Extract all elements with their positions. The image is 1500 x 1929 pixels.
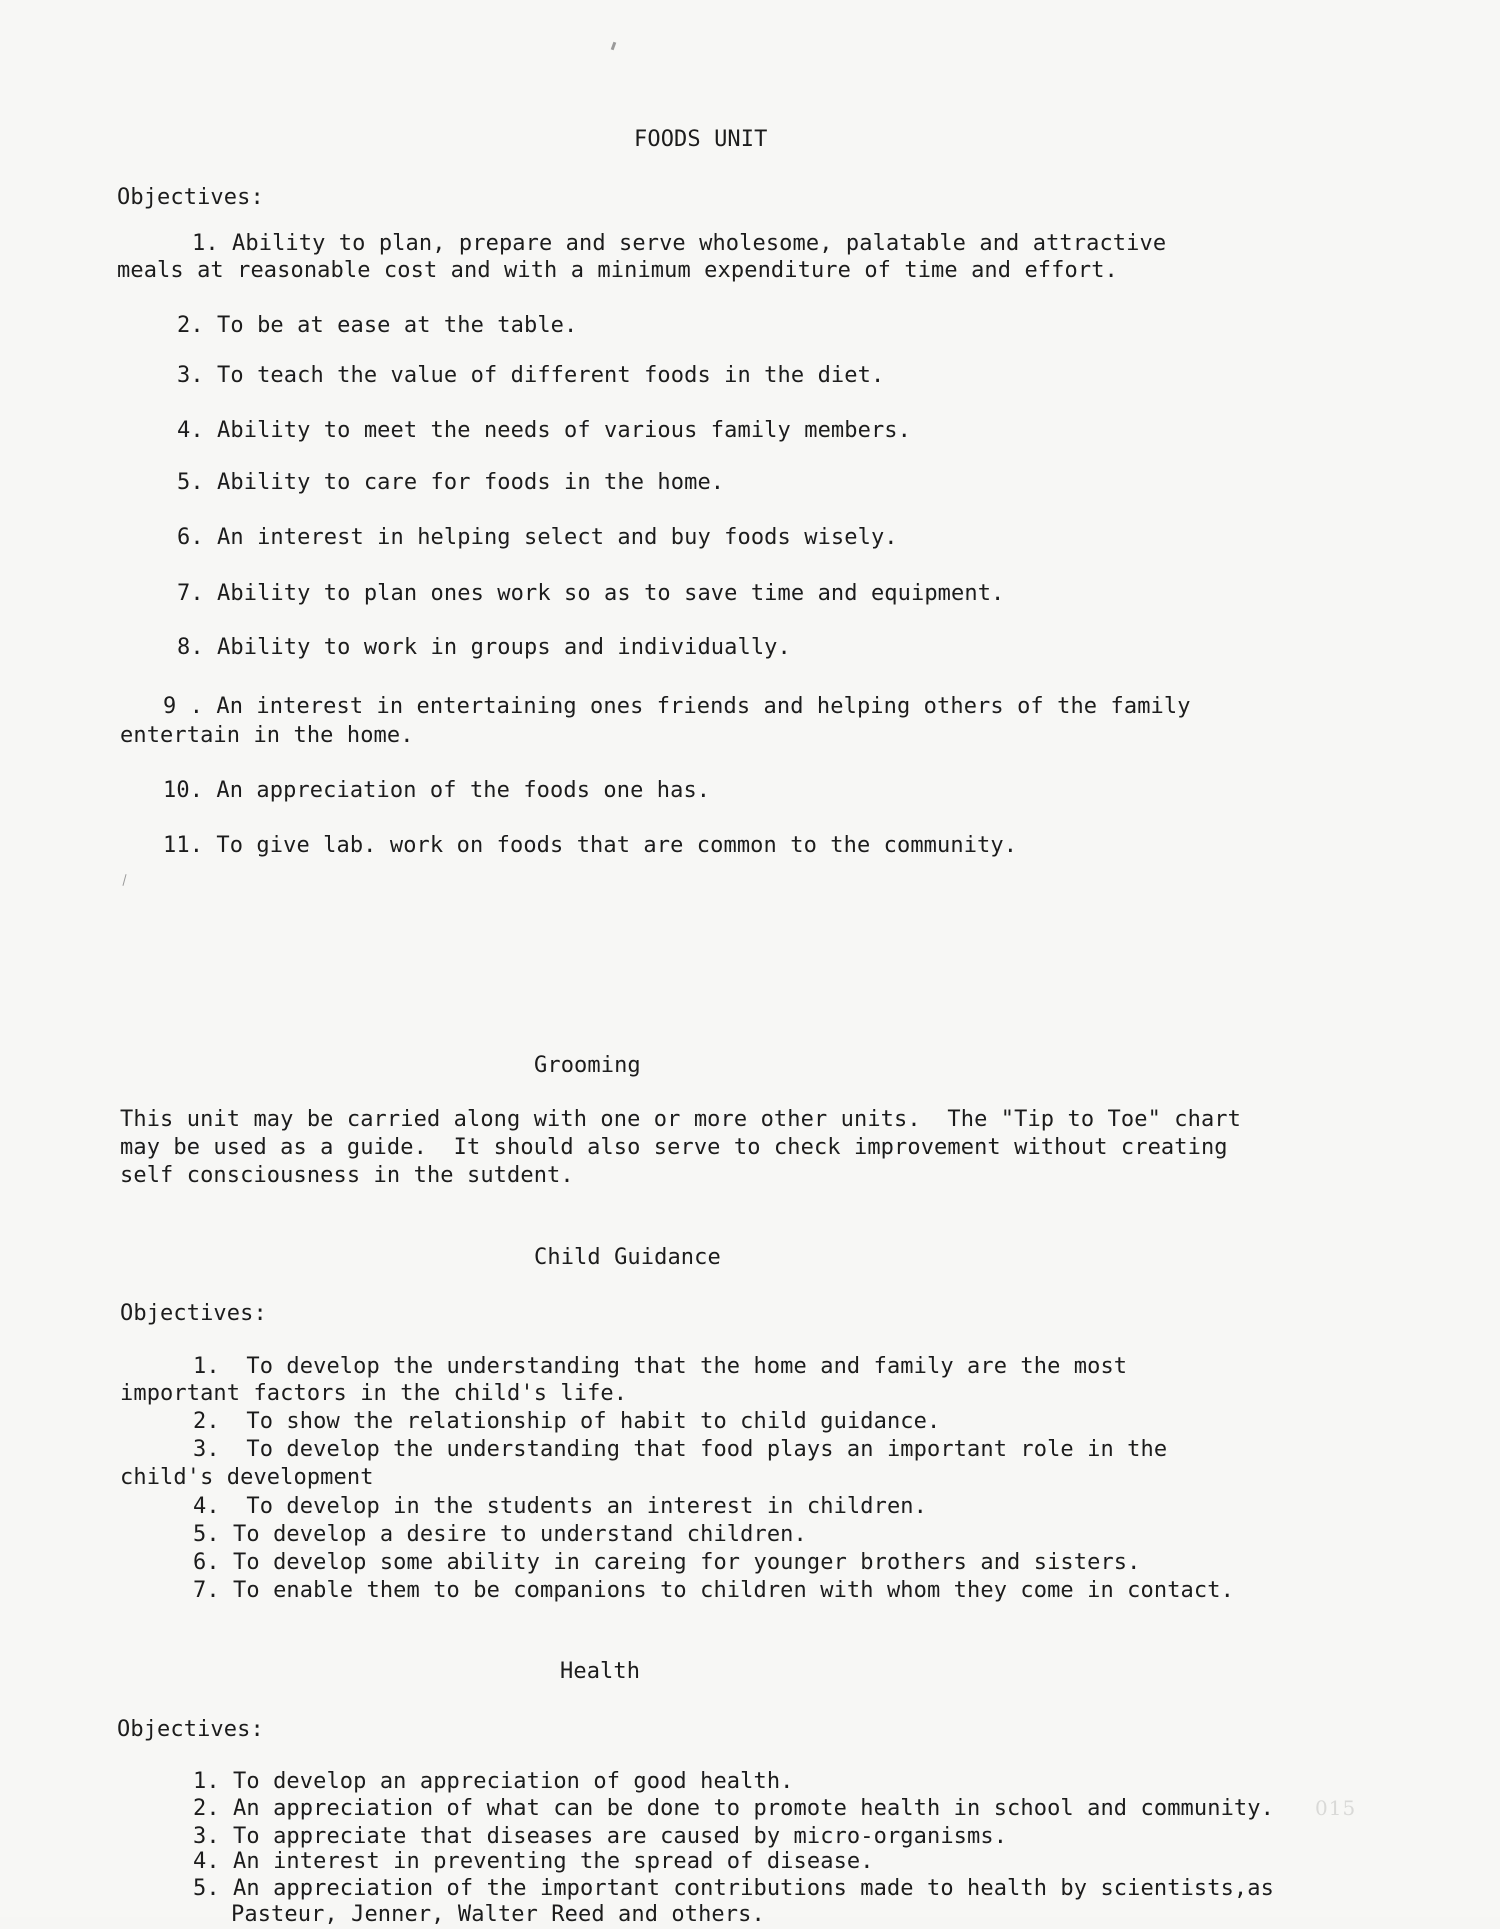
foods-objective-1-cont: meals at reasonable cost and with a minimum expenditure of time and effort. xyxy=(117,258,1118,283)
foods-objective-3: 3. To teach the value of different foods in the diet. xyxy=(177,363,885,388)
health-objectives-label: Objectives: xyxy=(117,1717,264,1742)
foods-objective-4: 4. Ability to meet the needs of various family members. xyxy=(177,418,911,443)
foods-objective-1: 1. Ability to plan, prepare and serve wholesome, palatable and attractive xyxy=(192,231,1167,256)
foods-objective-9: 9 . An interest in entertaining ones friends and helping others of the family xyxy=(163,694,1191,719)
foods-objective-10: 10. An appreciation of the foods one has. xyxy=(163,778,711,803)
health-objective-2: 2. An appreciation of what can be done to promote health in school and community. xyxy=(193,1796,1274,1821)
child-guidance-objective-4: 4. To develop in the students an interest in children. xyxy=(193,1494,927,1519)
health-objective-5: 5. An appreciation of the important contributions made to health by scientists,as xyxy=(193,1876,1274,1901)
child-guidance-objective-3-cont: child's development xyxy=(120,1465,374,1490)
foods-objective-8: 8. Ability to work in groups and individually. xyxy=(177,635,791,660)
foods-objective-9-cont: entertain in the home. xyxy=(120,723,414,748)
foods-objective-5: 5. Ability to care for foods in the home. xyxy=(177,470,725,495)
foods-objective-7: 7. Ability to plan ones work so as to save time and equipment. xyxy=(177,581,1005,606)
child-guidance-objective-6: 6. To develop some ability in careing for younger brothers and sisters. xyxy=(193,1550,1141,1575)
health-objective-1: 1. To develop an appreciation of good health. xyxy=(193,1769,794,1794)
scan-mark xyxy=(611,42,617,51)
child-guidance-objective-7: 7. To enable them to be companions to children with whom they come in contact. xyxy=(193,1578,1234,1603)
child-guidance-objective-3: 3. To develop the understanding that food plays an important role in the xyxy=(193,1437,1168,1462)
foods-objectives-label: Objectives: xyxy=(117,185,264,210)
health-objective-4: 4. An interest in preventing the spread of disease. xyxy=(193,1849,874,1874)
watermark-number: 015 xyxy=(1315,1796,1357,1820)
grooming-line-3: self consciousness in the sutdent. xyxy=(120,1163,574,1188)
foods-objective-11: 11. To give lab. work on foods that are common to the community. xyxy=(163,833,1018,858)
foods-objective-6: 6. An interest in helping select and buy foods wisely. xyxy=(177,525,898,550)
health-title: Health xyxy=(560,1659,641,1684)
scan-mark xyxy=(122,874,126,886)
health-objective-5-cont: Pasteur, Jenner, Walter Reed and others. xyxy=(231,1902,765,1927)
grooming-title: Grooming xyxy=(534,1053,641,1078)
grooming-line-2: may be used as a guide. It should also serve to check improvement without creating xyxy=(120,1135,1228,1160)
child-guidance-objective-1: 1. To develop the understanding that the home and family are the most xyxy=(193,1354,1128,1379)
child-guidance-objectives-label: Objectives: xyxy=(120,1301,267,1326)
child-guidance-objective-2: 2. To show the relationship of habit to child guidance. xyxy=(193,1409,941,1434)
child-guidance-title: Child Guidance xyxy=(534,1245,721,1270)
child-guidance-objective-1-cont: important factors in the child's life. xyxy=(120,1381,628,1406)
foods-objective-2: 2. To be at ease at the table. xyxy=(177,313,578,338)
child-guidance-objective-5: 5. To develop a desire to understand children. xyxy=(193,1522,807,1547)
health-objective-3: 3. To appreciate that diseases are caused by micro-organisms. xyxy=(193,1824,1008,1849)
foods-unit-title: FOODS UNIT xyxy=(634,127,768,152)
grooming-line-1: This unit may be carried along with one or more other units. The "Tip to Toe" chart xyxy=(120,1107,1241,1132)
